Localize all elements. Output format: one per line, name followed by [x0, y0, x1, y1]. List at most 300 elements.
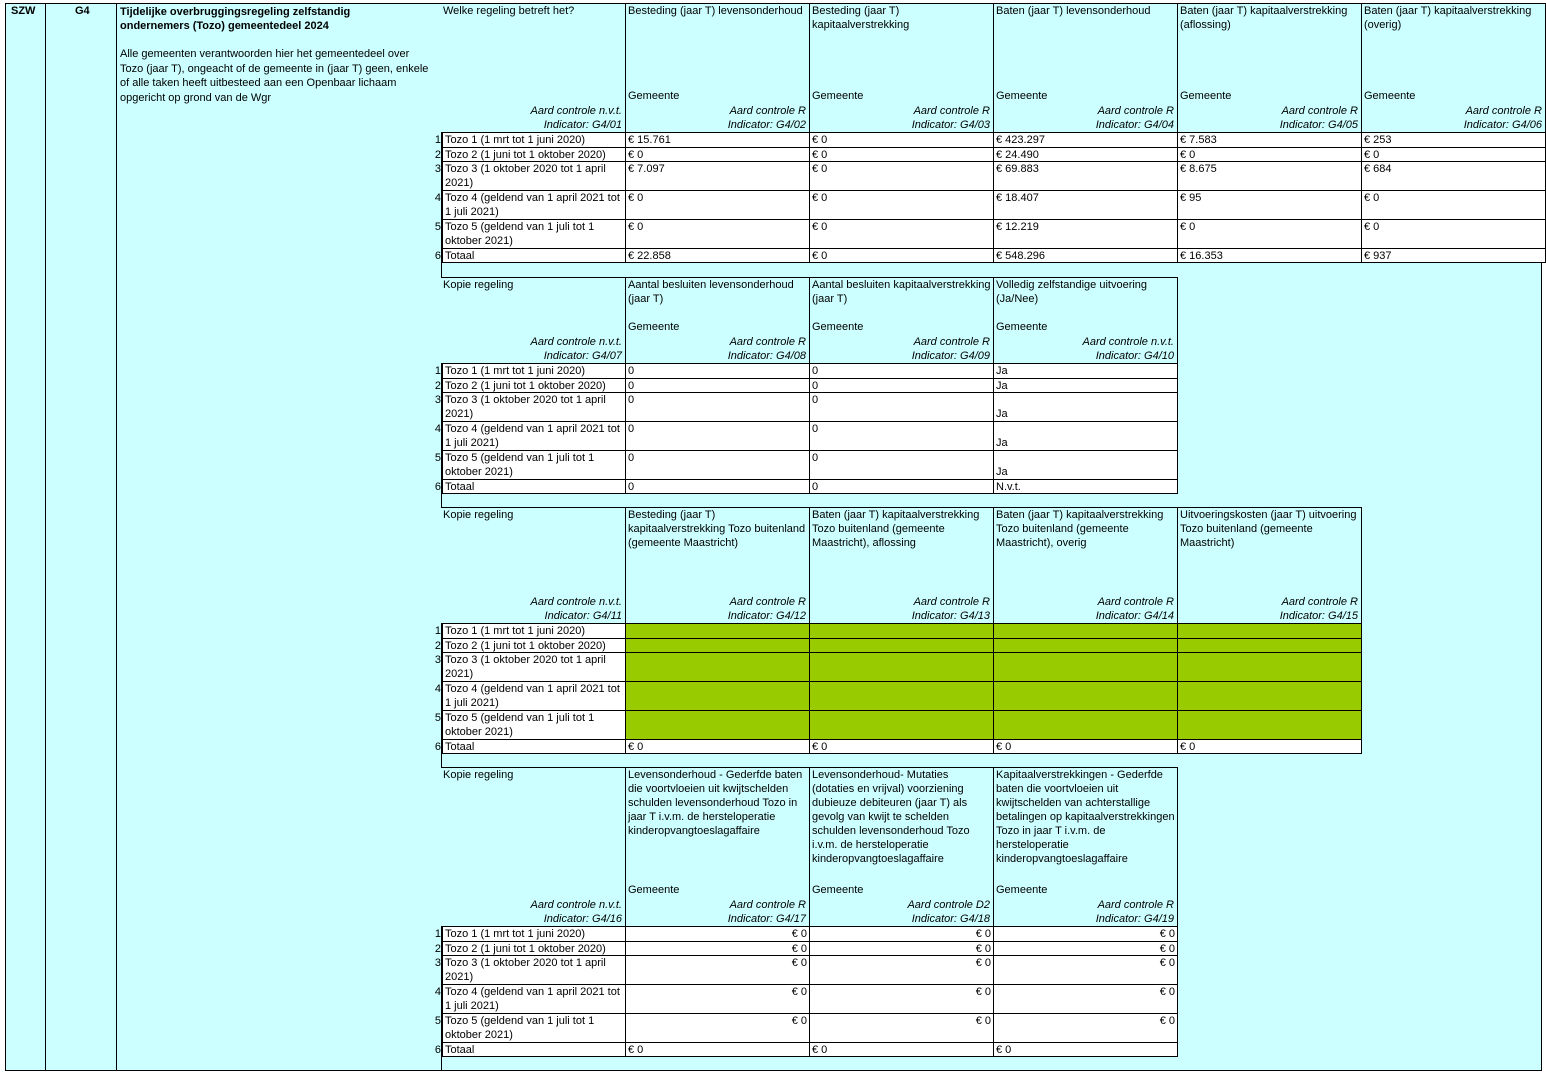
row-number: 6 — [434, 481, 441, 493]
cell-value: € 0 — [628, 149, 644, 161]
value-cell[interactable] — [1177, 190, 1362, 220]
value-cell[interactable] — [809, 955, 994, 985]
label-aard — [530, 595, 622, 623]
column-subheader: Gemeente — [812, 884, 864, 896]
value-cell[interactable] — [1177, 623, 1362, 639]
cell-value: € 0 — [1364, 221, 1380, 233]
cell-value: € 24.490 — [996, 149, 1039, 161]
cell-value: € 0 — [628, 221, 644, 233]
value-cell[interactable] — [1177, 739, 1362, 754]
column-subheader: Gemeente — [628, 90, 680, 102]
cell-value: € 0 — [975, 986, 991, 998]
value-cell[interactable] — [993, 378, 1178, 393]
value-cell[interactable] — [625, 638, 810, 653]
value-cell[interactable] — [1361, 161, 1546, 191]
aard-controle: Aard controle R — [1465, 105, 1542, 117]
column-subheader: Gemeente — [1180, 90, 1232, 102]
column-header: Baten (jaar T) kapitaalverstrekking (overig) — [1364, 5, 1532, 31]
indicator: Indicator: G4/01 — [543, 119, 622, 131]
row-number: 5 — [434, 1015, 441, 1027]
column-aard — [912, 595, 990, 623]
value-cell[interactable] — [1177, 710, 1362, 740]
cell-value: € 0 — [812, 149, 828, 161]
cell-value: 0 — [812, 452, 819, 464]
value-cell[interactable] — [1361, 190, 1546, 220]
cell-value: 0 — [628, 394, 635, 406]
value-cell[interactable] — [625, 1042, 810, 1057]
cell-value: 0 — [628, 380, 635, 392]
column-header: Uitvoeringskosten (jaar T) uitvoering Tozo buitenland (gemeente Maastricht) — [1180, 509, 1357, 549]
cell-value: € 0 — [975, 1015, 991, 1027]
indicator: Indicator: G4/09 — [911, 350, 990, 362]
row-number: 3 — [434, 394, 441, 406]
column-aard — [728, 898, 806, 926]
label-aard — [530, 104, 622, 132]
column-aard — [728, 335, 806, 363]
column-header: Besteding (jaar T) kapitaalverstrekking Tozo buitenland (gemeente Maastricht) — [628, 509, 806, 549]
column-header-cell — [993, 277, 1178, 364]
label-header-cell — [441, 767, 626, 927]
value-cell[interactable] — [809, 161, 994, 191]
value-cell[interactable] — [809, 378, 994, 393]
value-cell[interactable] — [625, 421, 810, 451]
aard-controle: Aard controle n.v.t. — [530, 899, 622, 911]
row-number: 1 — [434, 365, 441, 377]
value-cell[interactable] — [625, 363, 810, 379]
value-cell[interactable] — [809, 421, 994, 451]
row-number: 2 — [434, 380, 441, 392]
value-cell[interactable] — [993, 623, 1178, 639]
column-divider — [45, 3, 46, 1071]
value-cell[interactable] — [993, 652, 1178, 682]
cell-value: € 0 — [1159, 928, 1175, 940]
value-cell[interactable] — [625, 161, 810, 191]
value-cell[interactable] — [993, 392, 1178, 422]
cell-value: 0 — [812, 481, 819, 493]
column-aard — [1464, 104, 1542, 132]
form-description: Alle gemeenten verantwoorden hier het gemeentedeel over Tozo (jaar T), ongeacht of de gemeente in (jaar T) geen, enkele of alle taken heeft uitbesteed aan een Openbaar lichaam opgericht op grond van de Wgr — [120, 48, 429, 104]
value-cell[interactable] — [625, 955, 810, 985]
row-number: 2 — [434, 943, 441, 955]
row-number: 4 — [434, 683, 441, 695]
cell-value: € 0 — [791, 928, 807, 940]
value-cell[interactable] — [809, 450, 994, 480]
aard-controle: Aard controle n.v.t. — [530, 336, 622, 348]
column-header-cell — [993, 507, 1178, 624]
cell-value: € 7.583 — [1180, 134, 1217, 146]
value-cell[interactable] — [993, 984, 1178, 1014]
row-number: 2 — [434, 149, 441, 161]
indicator: Indicator: G4/19 — [1095, 913, 1174, 925]
row-label: Totaal — [442, 1042, 626, 1057]
value-cell[interactable] — [993, 132, 1178, 148]
value-cell[interactable] — [1361, 219, 1546, 249]
aard-controle: Aard controle n.v.t. — [530, 596, 622, 608]
cell-value: € 0 — [812, 163, 828, 175]
column-subheader: Gemeente — [1364, 90, 1416, 102]
value-cell[interactable] — [993, 739, 1178, 754]
aard-controle: Aard controle R — [913, 596, 990, 608]
value-cell[interactable] — [809, 219, 994, 249]
column-header: Levensonderhoud - Gederfde baten die voortvloeien uit kwijtschelden schulden levensonderhoud Tozo in jaar T i.v.m. de hersteloperatie kinderopvangtoeslagaffaire — [628, 769, 803, 837]
value-cell[interactable] — [993, 161, 1178, 191]
cell-value: € 0 — [975, 957, 991, 969]
value-cell[interactable] — [809, 392, 994, 422]
cell-value: € 0 — [628, 1044, 644, 1056]
value-cell[interactable] — [809, 941, 994, 956]
aard-controle: Aard controle R — [729, 596, 806, 608]
value-cell[interactable] — [993, 421, 1178, 451]
cell-value: € 0 — [1159, 986, 1175, 998]
column-header-cell — [625, 507, 810, 624]
cell-value: € 0 — [791, 986, 807, 998]
value-cell[interactable] — [625, 450, 810, 480]
cell-value: Ja — [996, 437, 1008, 449]
column-header-cell — [1177, 3, 1362, 133]
value-cell[interactable] — [809, 147, 994, 162]
row-label: Tozo 1 (1 mrt tot 1 juni 2020) — [442, 623, 626, 639]
row-label: Tozo 1 (1 mrt tot 1 juni 2020) — [442, 926, 626, 942]
cell-value: 0 — [628, 365, 635, 377]
value-cell[interactable] — [993, 219, 1178, 249]
cell-value: € 0 — [975, 928, 991, 940]
cell-value: 0 — [812, 423, 819, 435]
label-header: Welke regeling betreft het? — [443, 5, 575, 17]
cell-value: € 0 — [1159, 957, 1175, 969]
column-header-cell — [993, 767, 1178, 927]
row-label: Tozo 2 (1 juni tot 1 oktober 2020) — [442, 941, 626, 956]
value-cell[interactable] — [625, 378, 810, 393]
value-cell[interactable] — [625, 248, 810, 263]
indicator: Indicator: G4/03 — [911, 119, 990, 131]
cell-value: € 0 — [1180, 221, 1196, 233]
indicator: Indicator: G4/17 — [727, 913, 806, 925]
cell-value: Ja — [996, 408, 1008, 420]
column-header: Aantal besluiten kapitaalverstrekking (jaar T) — [812, 279, 991, 305]
label-header: Kopie regeling — [443, 509, 514, 521]
column-aard — [1096, 595, 1174, 623]
value-cell[interactable] — [625, 681, 810, 711]
indicator: Indicator: G4/12 — [727, 610, 806, 622]
column-header-cell — [809, 507, 994, 624]
cell-value: 0 — [812, 394, 819, 406]
aard-controle: Aard controle R — [1097, 899, 1174, 911]
column-header: Baten (jaar T) kapitaalverstrekking Tozo buitenland (gemeente Maastricht), overig — [996, 509, 1164, 549]
column-subheader: Gemeente — [996, 90, 1048, 102]
form-code: G4 — [75, 5, 90, 17]
value-cell[interactable] — [993, 941, 1178, 956]
column-header-cell — [1361, 3, 1546, 133]
cell-value: Ja — [996, 466, 1008, 478]
value-cell[interactable] — [625, 147, 810, 162]
value-cell[interactable] — [993, 479, 1178, 494]
row-label: Tozo 2 (1 juni tot 1 oktober 2020) — [442, 378, 626, 393]
value-cell[interactable] — [809, 479, 994, 494]
cell-value: 0 — [628, 423, 635, 435]
label-header: Kopie regeling — [443, 279, 514, 291]
value-cell[interactable] — [1177, 219, 1362, 249]
column-header-cell — [809, 767, 994, 927]
column-subheader: Gemeente — [628, 884, 680, 896]
cell-value: € 0 — [812, 221, 828, 233]
row-label: Tozo 1 (1 mrt tot 1 juni 2020) — [442, 363, 626, 379]
value-cell[interactable] — [625, 926, 810, 942]
row-number: 4 — [434, 423, 441, 435]
value-cell[interactable] — [625, 132, 810, 148]
cell-value: € 0 — [812, 250, 828, 262]
value-cell[interactable] — [625, 479, 810, 494]
value-cell[interactable] — [993, 190, 1178, 220]
row-number: 5 — [434, 221, 441, 233]
column-aard — [1280, 595, 1358, 623]
value-cell[interactable] — [809, 710, 994, 740]
value-cell[interactable] — [625, 941, 810, 956]
column-header-cell — [625, 3, 810, 133]
cell-value: € 8.675 — [1180, 163, 1217, 175]
value-cell[interactable] — [1361, 248, 1546, 263]
cell-value: € 684 — [1364, 163, 1392, 175]
column-aard — [907, 898, 990, 926]
cell-value: € 0 — [996, 1044, 1012, 1056]
cell-value: 0 — [812, 380, 819, 392]
cell-value: € 0 — [812, 134, 828, 146]
value-cell[interactable] — [809, 623, 994, 639]
value-cell[interactable] — [1177, 652, 1362, 682]
row-label: Totaal — [442, 739, 626, 754]
form-title: Tijdelijke overbruggingsregeling zelfstandig ondernemers (Tozo) gemeentedeel 2024 — [120, 6, 351, 32]
indicator: Indicator: G4/15 — [1279, 610, 1358, 622]
row-label: Tozo 4 (geldend van 1 april 2021 tot 1 juli 2021) — [442, 681, 626, 711]
value-cell[interactable] — [625, 739, 810, 754]
indicator: Indicator: G4/02 — [727, 119, 806, 131]
indicator: Indicator: G4/14 — [1095, 610, 1174, 622]
row-label: Tozo 3 (1 oktober 2020 tot 1 april 2021) — [442, 392, 626, 422]
row-label: Tozo 3 (1 oktober 2020 tot 1 april 2021) — [442, 161, 626, 191]
label-aard — [530, 335, 622, 363]
row-label: Tozo 5 (geldend van 1 juli tot 1 oktober 2021) — [442, 1013, 626, 1043]
cell-value: € 0 — [812, 741, 828, 753]
cell-value: € 0 — [1364, 149, 1380, 161]
label-aard — [530, 898, 622, 926]
aard-controle: Aard controle R — [729, 336, 806, 348]
value-cell[interactable] — [625, 652, 810, 682]
value-cell[interactable] — [993, 681, 1178, 711]
value-cell[interactable] — [993, 248, 1178, 263]
row-label: Tozo 4 (geldend van 1 april 2021 tot 1 juli 2021) — [442, 421, 626, 451]
value-cell[interactable] — [809, 363, 994, 379]
aard-controle: Aard controle R — [913, 336, 990, 348]
value-cell[interactable] — [1177, 161, 1362, 191]
value-cell[interactable] — [1177, 132, 1362, 148]
cell-value: € 0 — [975, 943, 991, 955]
row-number: 1 — [434, 134, 441, 146]
aard-controle: Aard controle R — [1097, 596, 1174, 608]
cell-value: € 423.297 — [996, 134, 1045, 146]
column-subheader: Gemeente — [996, 321, 1048, 333]
indicator: Indicator: G4/16 — [543, 913, 622, 925]
row-label: Tozo 5 (geldend van 1 juli tot 1 oktober 2021) — [442, 710, 626, 740]
column-header-cell — [993, 3, 1178, 133]
cell-value: 0 — [628, 481, 635, 493]
row-label: Tozo 4 (geldend van 1 april 2021 tot 1 juli 2021) — [442, 984, 626, 1014]
value-cell[interactable] — [993, 1042, 1178, 1057]
cell-value: Ja — [996, 365, 1008, 377]
value-cell[interactable] — [993, 638, 1178, 653]
label-header: Kopie regeling — [443, 769, 514, 781]
label-header-cell — [441, 507, 626, 624]
aard-controle: Aard controle R — [1281, 105, 1358, 117]
row-label: Tozo 5 (geldend van 1 juli tot 1 oktober 2021) — [442, 450, 626, 480]
column-aard — [912, 104, 990, 132]
cell-value: € 0 — [1159, 943, 1175, 955]
aard-controle: Aard controle R — [1097, 105, 1174, 117]
value-cell[interactable] — [1177, 147, 1362, 162]
value-cell[interactable] — [809, 984, 994, 1014]
row-number: 5 — [434, 452, 441, 464]
column-header: Besteding (jaar T) levensonderhoud — [628, 5, 803, 17]
value-cell[interactable] — [1361, 147, 1546, 162]
cell-value: € 0 — [1159, 1015, 1175, 1027]
value-cell[interactable] — [993, 363, 1178, 379]
value-cell[interactable] — [625, 623, 810, 639]
aard-controle: Aard controle n.v.t. — [1082, 336, 1174, 348]
cell-value: € 0 — [628, 741, 644, 753]
value-cell[interactable] — [1361, 132, 1546, 148]
row-number: 4 — [434, 986, 441, 998]
value-cell[interactable] — [993, 450, 1178, 480]
cell-value: € 0 — [812, 1044, 828, 1056]
row-number: 3 — [434, 163, 441, 175]
row-number: 6 — [434, 741, 441, 753]
value-cell[interactable] — [625, 190, 810, 220]
row-label: Totaal — [442, 479, 626, 494]
value-cell[interactable] — [1177, 681, 1362, 711]
indicator: Indicator: G4/13 — [911, 610, 990, 622]
value-cell[interactable] — [809, 248, 994, 263]
row-label: Tozo 1 (1 mrt tot 1 juni 2020) — [442, 132, 626, 148]
value-cell[interactable] — [625, 392, 810, 422]
value-cell[interactable] — [809, 652, 994, 682]
indicator: Indicator: G4/11 — [544, 610, 622, 622]
row-label: Tozo 2 (1 juni tot 1 oktober 2020) — [442, 638, 626, 653]
value-cell[interactable] — [993, 147, 1178, 162]
cell-value: € 548.296 — [996, 250, 1045, 262]
column-aard — [728, 595, 806, 623]
row-label: Tozo 4 (geldend van 1 april 2021 tot 1 juli 2021) — [442, 190, 626, 220]
indicator: Indicator: G4/18 — [911, 913, 990, 925]
row-number: 1 — [434, 928, 441, 940]
row-label: Tozo 2 (1 juni tot 1 oktober 2020) — [442, 147, 626, 162]
column-header: Besteding (jaar T) kapitaalverstrekking — [812, 5, 910, 31]
column-header: Volledig zelfstandige uitvoering (Ja/Nee) — [996, 279, 1148, 305]
column-aard — [1096, 104, 1174, 132]
row-number: 6 — [434, 250, 441, 262]
cell-value: € 937 — [1364, 250, 1392, 262]
value-cell[interactable] — [1177, 638, 1362, 653]
column-aard — [1082, 335, 1174, 363]
row-number: 1 — [434, 625, 441, 637]
cell-value: 0 — [812, 365, 819, 377]
column-aard — [912, 335, 990, 363]
row-number: 3 — [434, 957, 441, 969]
cell-value: € 95 — [1180, 192, 1202, 204]
row-number: 3 — [434, 654, 441, 666]
column-header-cell — [1177, 507, 1362, 624]
indicator: Indicator: G4/10 — [1095, 350, 1174, 362]
value-cell[interactable] — [809, 1042, 994, 1057]
column-aard — [1280, 104, 1358, 132]
value-cell[interactable] — [993, 710, 1178, 740]
row-number: 5 — [434, 712, 441, 724]
value-cell[interactable] — [993, 955, 1178, 985]
cell-value: € 0 — [996, 741, 1012, 753]
cell-value: € 0 — [628, 192, 644, 204]
cell-value: € 0 — [1364, 192, 1380, 204]
aard-controle: Aard controle D2 — [907, 899, 990, 911]
indicator: Indicator: G4/04 — [1095, 119, 1174, 131]
indicator: Indicator: G4/07 — [543, 350, 622, 362]
column-aard — [728, 104, 806, 132]
indicator: Indicator: G4/06 — [1463, 119, 1542, 131]
value-cell[interactable] — [993, 1013, 1178, 1043]
value-cell[interactable] — [625, 219, 810, 249]
column-header: Baten (jaar T) kapitaalverstrekking (aflossing) — [1180, 5, 1348, 31]
column-header: Levensonderhoud- Mutaties (dotaties en vrijval) voorziening dubieuze debiteuren (jaar T) als gevolg van kwijt te schelden schulden levensonderhoud Tozo i.v.m. de hersteloperatie kinderopvangtoeslagaffaire — [812, 769, 970, 865]
aard-controle: Aard controle R — [729, 899, 806, 911]
cell-value: 0 — [628, 452, 635, 464]
value-cell[interactable] — [809, 739, 994, 754]
column-header: Aantal besluiten levensonderhoud (jaar T) — [628, 279, 794, 305]
indicator: Indicator: G4/05 — [1279, 119, 1358, 131]
label-header-cell — [441, 3, 626, 133]
value-cell[interactable] — [809, 681, 994, 711]
column-subheader: Gemeente — [996, 884, 1048, 896]
row-number: 6 — [434, 1044, 441, 1056]
column-subheader: Gemeente — [812, 90, 864, 102]
value-cell[interactable] — [809, 926, 994, 942]
row-label: Totaal — [442, 248, 626, 263]
column-header-cell — [625, 277, 810, 364]
value-cell[interactable] — [625, 710, 810, 740]
cell-value: € 0 — [791, 1015, 807, 1027]
value-cell[interactable] — [993, 926, 1178, 942]
cell-value: € 0 — [1180, 149, 1196, 161]
row-number: 2 — [434, 640, 441, 652]
row-label: Tozo 3 (1 oktober 2020 tot 1 april 2021) — [442, 955, 626, 985]
value-cell[interactable] — [809, 190, 994, 220]
aard-controle: Aard controle R — [1281, 596, 1358, 608]
value-cell[interactable] — [625, 984, 810, 1014]
value-cell[interactable] — [809, 1013, 994, 1043]
column-aard — [1096, 898, 1174, 926]
cell-value: € 12.219 — [996, 221, 1039, 233]
value-cell[interactable] — [809, 132, 994, 148]
value-cell[interactable] — [625, 1013, 810, 1043]
row-number: 4 — [434, 192, 441, 204]
value-cell[interactable] — [809, 638, 994, 653]
cell-value: € 16.353 — [1180, 250, 1223, 262]
department-code: SZW — [11, 5, 36, 17]
label-header-cell — [441, 277, 626, 364]
column-subheader: Gemeente — [812, 321, 864, 333]
cell-value: € 0 — [791, 943, 807, 955]
cell-value: € 0 — [812, 192, 828, 204]
cell-value: N.v.t. — [996, 481, 1021, 493]
cell-value: € 0 — [791, 957, 807, 969]
column-header-cell — [809, 3, 994, 133]
aard-controle: Aard controle n.v.t. — [530, 105, 622, 117]
value-cell[interactable] — [1177, 248, 1362, 263]
